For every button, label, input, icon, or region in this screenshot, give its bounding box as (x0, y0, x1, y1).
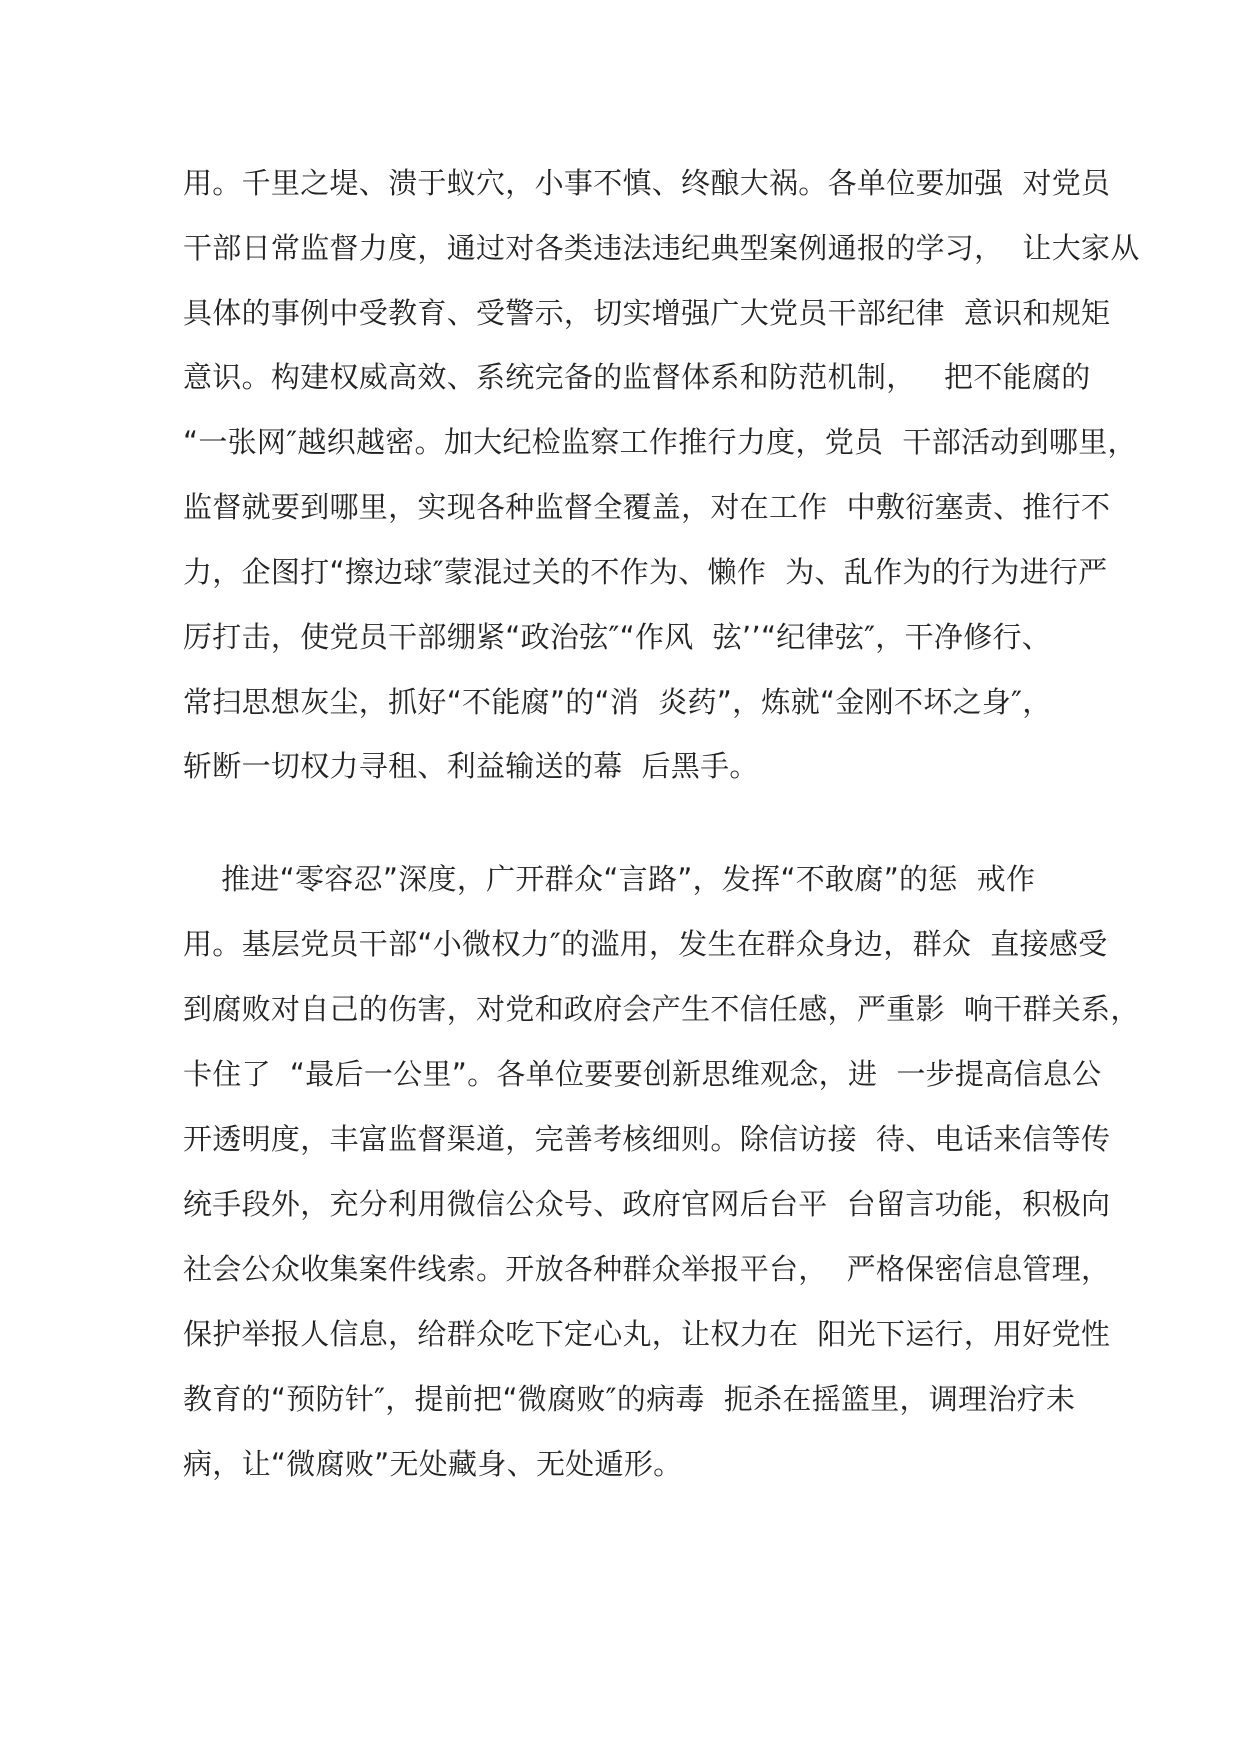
text-line: 教育的“预防针″，提前把“微腐败″的病毒 扼杀在摇篮里，调理治疗未 (183, 1382, 1076, 1416)
text-line: 厉打击，使党员干部绷紧“政治弦″“作风 弦’’“纪律弦″，干净修行、 (183, 620, 1052, 654)
text-line: 推进“零容忍”深度，广开群众“言路”，发挥“不敢腐”的惩 戒作 (183, 862, 1036, 896)
text-line: 意识。构建权威高效、系统完备的监督体系和防范机制， 把不能腐的 (183, 360, 1091, 394)
text-line: 具体的事例中受教育、受警示，切实增强广大党员干部纪律 意识和规矩 (183, 296, 1111, 330)
text-line: 社会公众收集案件线索。开放各种群众举报平台， 严格保密信息管理， (183, 1252, 1111, 1286)
text-line: 干部日常监督力度，通过对各类违法违纪典型案例通报的学习， 让大家从 (183, 231, 1140, 265)
text-line: 力，企图打“擦边球″蒙混过关的不作为、懒作 为、乱作为的行为进行严 (183, 555, 1108, 589)
text-line: 开透明度，丰富监督渠道，完善考核细则。除信访接 待、电话来信等传 (183, 1122, 1111, 1156)
text-line: 保护举报人信息，给群众吃下定心丸，让权力在 阳光下运行，用好党性 (183, 1317, 1111, 1351)
text-line: 常扫思想灰尘，抓好“不能腐”的“消 炎药”，炼就“金刚不坏之身″， (183, 685, 1052, 719)
text-line: 统手段外，充分利用微信公众号、政府官网后台平 台留言功能，积极向 (183, 1187, 1111, 1221)
text-line: “一张网″越织越密。加大纪检监察工作推行力度，党员 干部活动到哪里， (183, 425, 1137, 459)
text-line: 监督就要到哪里，实现各种监督全覆盖，对在工作 中敷衍塞责、推行不 (183, 490, 1111, 524)
text-line: 到腐败对自己的伤害，对党和政府会产生不信任感，严重影 响干群关系， (183, 992, 1140, 1026)
text-line: 病，让“微腐败”无处藏身、无处遁形。 (183, 1447, 683, 1481)
text-line: 斩断一切权力寻租、利益输送的幕 后黑手。 (183, 749, 759, 783)
text-line: 用。基层党员干部“小微权力″的滥用，发生在群众身边，群众 直接感受 (183, 927, 1108, 961)
text-line: 用。千里之堤、溃于蚁穴，小事不慎、终酿大祸。各单位要加强 对党员 (183, 166, 1111, 200)
text-line: 卡住了 “最后一公里”。各单位要要创新思维观念，进 一步提高信息公 (183, 1057, 1102, 1091)
